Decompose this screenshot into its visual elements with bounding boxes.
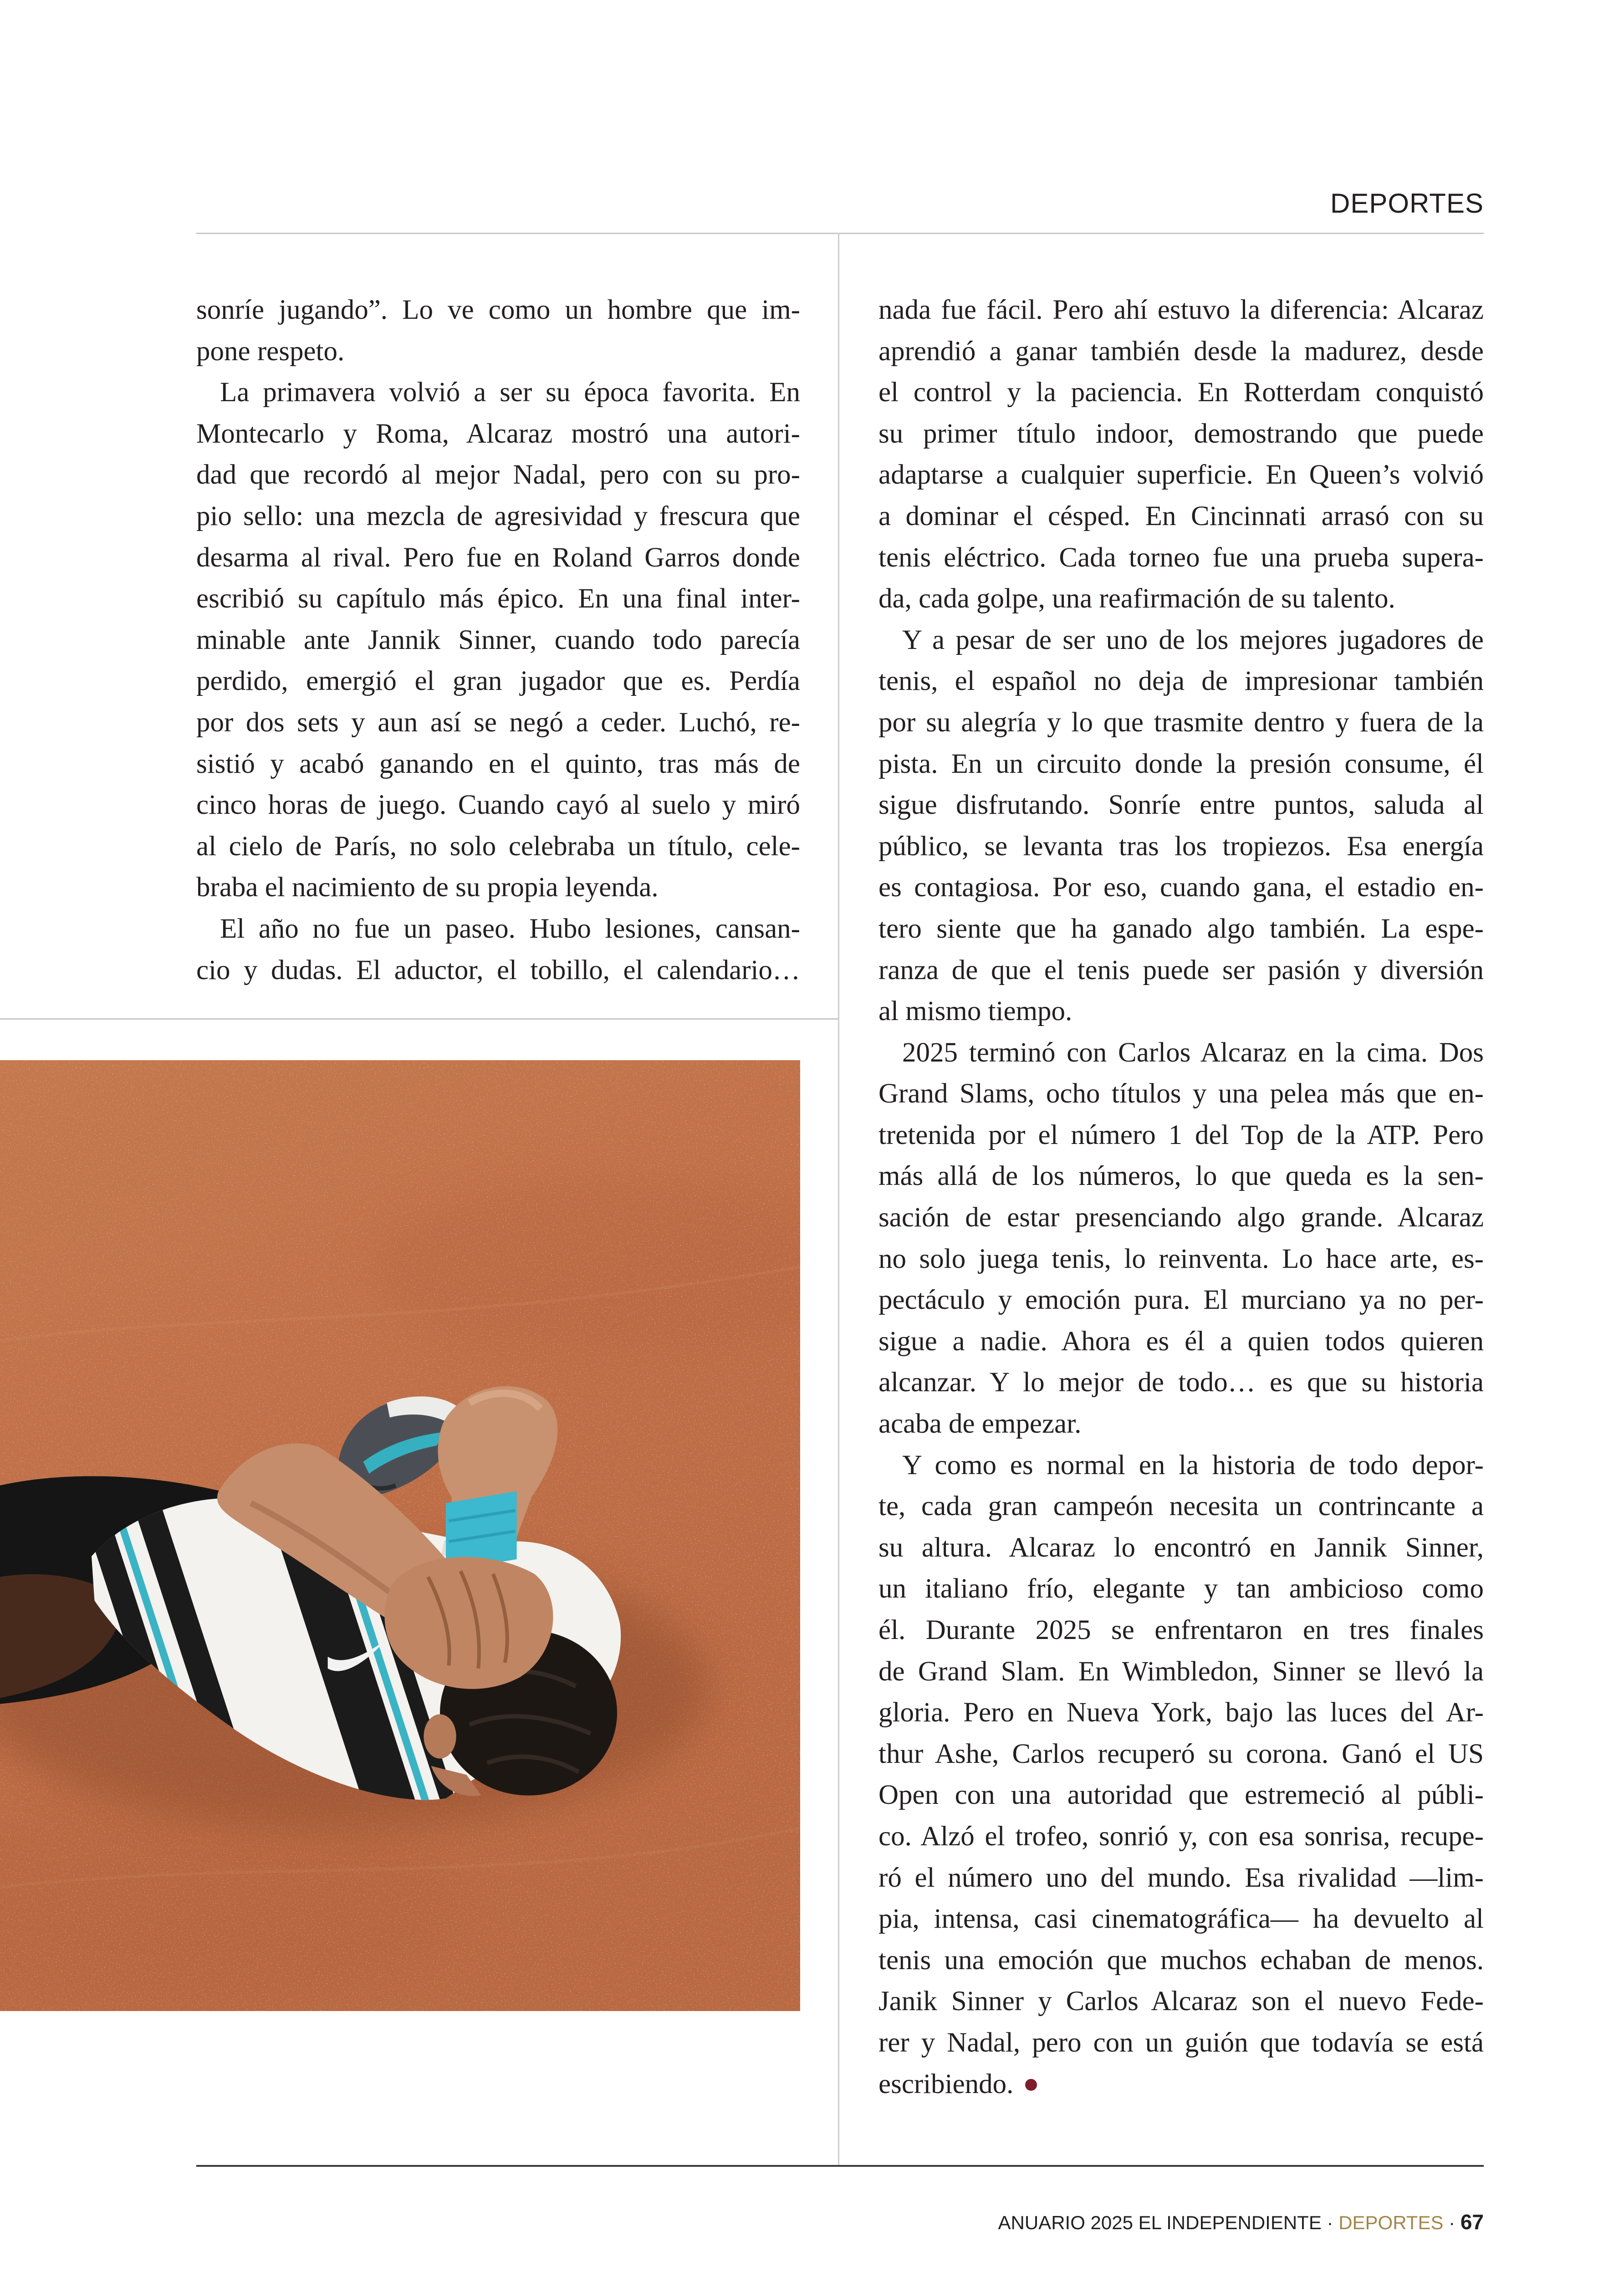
text-line (196, 950, 800, 991)
text-line (878, 950, 1484, 991)
line-text: co. Alzó el trofeo, sonrió y, con esa sonrisa, recupe- (878, 1821, 1484, 1852)
text-line (878, 1032, 1484, 1074)
footer-section: DEPORTES (1338, 2212, 1444, 2233)
line-text: Y como es normal en la historia de todo depor- (902, 1450, 1484, 1481)
line-text: sonríe jugando”. Lo ve como un hombre que im- (196, 295, 800, 325)
paragraph (878, 290, 1484, 620)
line-text: Grand Slams, ocho títulos y una pelea más que en- (878, 1078, 1484, 1109)
paragraph (196, 290, 800, 372)
text-line (878, 785, 1484, 826)
line-text: El año no fue un paseo. Hubo lesiones, cansan- (220, 913, 800, 944)
line-text: tero siente que ha ganado algo también. La espe- (878, 913, 1484, 944)
line-text: ranza de que el tenis puede ser pasión y diversión (878, 955, 1484, 985)
line-text: de Grand Slam. En Wimbledon, Sinner se llevó la (878, 1656, 1484, 1687)
line-text: desarma al rival. Pero fue en Roland Garros donde (196, 542, 800, 573)
line-text: cinco horas de juego. Cuando cayó al suelo y miró (196, 790, 800, 821)
end-mark (1025, 2079, 1037, 2091)
text-line (878, 1239, 1484, 1280)
text-line (878, 372, 1484, 414)
line-text: Open con una autoridad que estremeció al públi- (878, 1780, 1484, 1811)
line-text: perdido, emergió el gran jugador que es. Perdía (196, 666, 800, 697)
line-text: él. Durante 2025 se enfrentaron en tres finales (878, 1615, 1484, 1645)
text-line (878, 1362, 1484, 1404)
text-line (196, 414, 800, 455)
text-line (196, 744, 800, 785)
text-line (878, 1197, 1484, 1239)
text-line (878, 290, 1484, 331)
line-text: Janik Sinner y Carlos Alcaraz son el nuevo Fede- (878, 1986, 1484, 2017)
line-text: a dominar el césped. En Cincinnati arrasó con su (878, 500, 1484, 531)
left-column-rule (0, 1018, 839, 1020)
text-line (878, 578, 1484, 620)
text-line (196, 702, 800, 744)
line-text: La primavera volvió a ser su época favorita. En (220, 377, 800, 408)
line-text: un italiano frío, elegante y tan ambicioso como (878, 1573, 1484, 1604)
line-text: el control y la paciencia. En Rotterdam conquistó (878, 377, 1484, 408)
text-line (878, 1445, 1484, 1486)
article-column-right (878, 290, 1484, 2105)
line-text: tenis una emoción que muchos echaban de menos. (878, 1945, 1484, 1976)
text-line (878, 1651, 1484, 1693)
text-line (878, 661, 1484, 702)
photo-illustration (0, 1060, 800, 2011)
text-line (878, 620, 1484, 661)
line-text: sigue disfrutando. Sonríe entre puntos, saluda al (878, 790, 1484, 821)
text-line (878, 1981, 1484, 2022)
line-text: por dos sets y aun así se negó a ceder. Luchó, re- (196, 707, 800, 738)
text-line (878, 1858, 1484, 1899)
line-text: sistió y acabó ganando en el quinto, tras más de (196, 748, 800, 779)
line-text: cio y dudas. El aductor, el tobillo, el calendario… (196, 955, 800, 985)
photo-player-lying-on-clay (0, 1060, 800, 2011)
text-line (878, 331, 1484, 373)
line-text: público, se levanta tras los tropiezos. Esa energía (878, 831, 1484, 862)
paragraph (878, 1032, 1484, 1445)
line-text: más allá de los números, lo que queda es la sen- (878, 1161, 1484, 1192)
line-text: dad que recordó al mejor Nadal, pero con su pro- (196, 459, 800, 490)
text-line (196, 290, 800, 331)
line-text: Y a pesar de ser uno de los mejores jugadores de (902, 624, 1484, 655)
text-line (878, 1775, 1484, 1816)
line-text: es contagiosa. Por eso, cuando gana, el estadio en- (878, 872, 1484, 903)
paragraph (196, 909, 800, 991)
footer-publication: ANUARIO 2025 EL INDEPENDIENTE (998, 2212, 1322, 2233)
text-line (878, 496, 1484, 537)
text-line (196, 496, 800, 537)
line-text: al mismo tiempo. (878, 996, 1072, 1027)
line-text: no solo juega tenis, lo reinventa. Lo hace arte, es- (878, 1243, 1484, 1274)
text-line (196, 537, 800, 579)
text-line (878, 991, 1484, 1032)
line-text: pio sello: una mezcla de agresividad y frescura que (196, 500, 800, 531)
text-line (878, 454, 1484, 496)
line-text: pia, intensa, casi cinematográfica— ha devuelto al (878, 1904, 1484, 1935)
bottom-rule (196, 2165, 1484, 2167)
line-text: tenis, el español no deja de impresionar también (878, 666, 1484, 697)
paragraph (878, 1445, 1484, 2105)
line-text: pectáculo y emoción pura. El murciano ya no per- (878, 1285, 1484, 1316)
line-text: adaptarse a cualquier superficie. En Queen’s volvió (878, 459, 1484, 490)
text-line (878, 1527, 1484, 1569)
line-text: por su alegría y lo que trasmite dentro y fuera de la (878, 707, 1484, 738)
text-line (878, 2022, 1484, 2064)
article-column-left (196, 290, 800, 991)
text-line (196, 620, 800, 661)
line-text: braba el nacimiento de su propia leyenda. (196, 872, 659, 903)
text-line (196, 826, 800, 868)
text-line (878, 2064, 1484, 2105)
text-line (196, 785, 800, 826)
line-text: al cielo de París, no solo celebraba un título, cele- (196, 831, 800, 862)
text-line (878, 1280, 1484, 1321)
line-text: gloria. Pero en Nueva York, bajo las luces del Ar- (878, 1697, 1484, 1728)
section-header: DEPORTES (1330, 188, 1484, 219)
text-line (878, 826, 1484, 868)
line-text: escribió su capítulo más épico. En una final inter- (196, 583, 800, 614)
text-line (878, 414, 1484, 455)
column-divider (838, 233, 839, 2166)
line-text: tenis eléctrico. Cada torneo fue una prueba supera- (878, 542, 1484, 573)
line-text: nada fue fácil. Pero ahí estuvo la diferencia: Alcaraz (878, 295, 1484, 325)
text-line (878, 1321, 1484, 1363)
text-line (196, 331, 800, 373)
line-text: sación de estar presenciando algo grande. Alcaraz (878, 1202, 1484, 1233)
text-line (878, 1610, 1484, 1651)
text-line (878, 1692, 1484, 1734)
footer-separator: · (1327, 2212, 1333, 2233)
line-text: rer y Nadal, pero con un guión que todavía se está (878, 2027, 1484, 2058)
text-line (878, 1734, 1484, 1775)
line-text: te, cada gran campeón necesita un contrincante a (878, 1491, 1484, 1522)
page-footer (998, 2208, 1484, 2236)
text-line (878, 537, 1484, 579)
line-text: ró el número uno del mundo. Esa rivalidad —lim- (878, 1862, 1484, 1893)
line-text: su primer título indoor, demostrando que puede (878, 418, 1484, 449)
top-rule (196, 233, 1484, 234)
text-line (878, 1404, 1484, 1445)
line-text: pone respeto. (196, 336, 345, 367)
text-line (196, 372, 800, 414)
line-text: pista. En un circuito donde la presión consume, él (878, 748, 1484, 779)
text-line (878, 744, 1484, 785)
paragraph (196, 372, 800, 909)
line-text: tretenida por el número 1 del Top de la ATP. Pero (878, 1119, 1484, 1150)
line-text: escribiendo. (878, 2068, 1014, 2099)
line-text: su altura. Alcaraz lo encontró en Jannik Sinner, (878, 1532, 1484, 1563)
line-text: alcanzar. Y lo mejor de todo… es que su historia (878, 1367, 1484, 1398)
text-line (878, 1940, 1484, 1981)
page-number: 67 (1460, 2210, 1484, 2234)
text-line (878, 702, 1484, 744)
line-text: da, cada golpe, una reafirmación de su talento. (878, 583, 1395, 614)
text-line (878, 1816, 1484, 1858)
text-line (878, 1073, 1484, 1115)
line-text: minable ante Jannik Sinner, cuando todo parecía (196, 624, 800, 655)
text-line (196, 454, 800, 496)
text-line (878, 867, 1484, 909)
footer-separator: · (1449, 2212, 1455, 2233)
line-text: Montecarlo y Roma, Alcaraz mostró una autori- (196, 418, 800, 449)
line-text: 2025 terminó con Carlos Alcaraz en la cima. Dos (902, 1037, 1484, 1068)
line-text: thur Ashe, Carlos recuperó su corona. Ganó el US (878, 1738, 1484, 1769)
text-line (196, 867, 800, 909)
text-line (878, 1899, 1484, 1940)
text-line (878, 1156, 1484, 1197)
text-line (196, 661, 800, 702)
text-line (196, 909, 800, 950)
paragraph (878, 620, 1484, 1032)
text-line (878, 1568, 1484, 1610)
line-text: acaba de empezar. (878, 1409, 1082, 1440)
text-line (196, 578, 800, 620)
text-line (878, 909, 1484, 950)
text-line (878, 1115, 1484, 1156)
line-text: aprendió a ganar también desde la madurez, desde (878, 336, 1484, 367)
text-line (878, 1486, 1484, 1527)
line-text: sigue a nadie. Ahora es él a quien todos quieren (878, 1326, 1484, 1357)
